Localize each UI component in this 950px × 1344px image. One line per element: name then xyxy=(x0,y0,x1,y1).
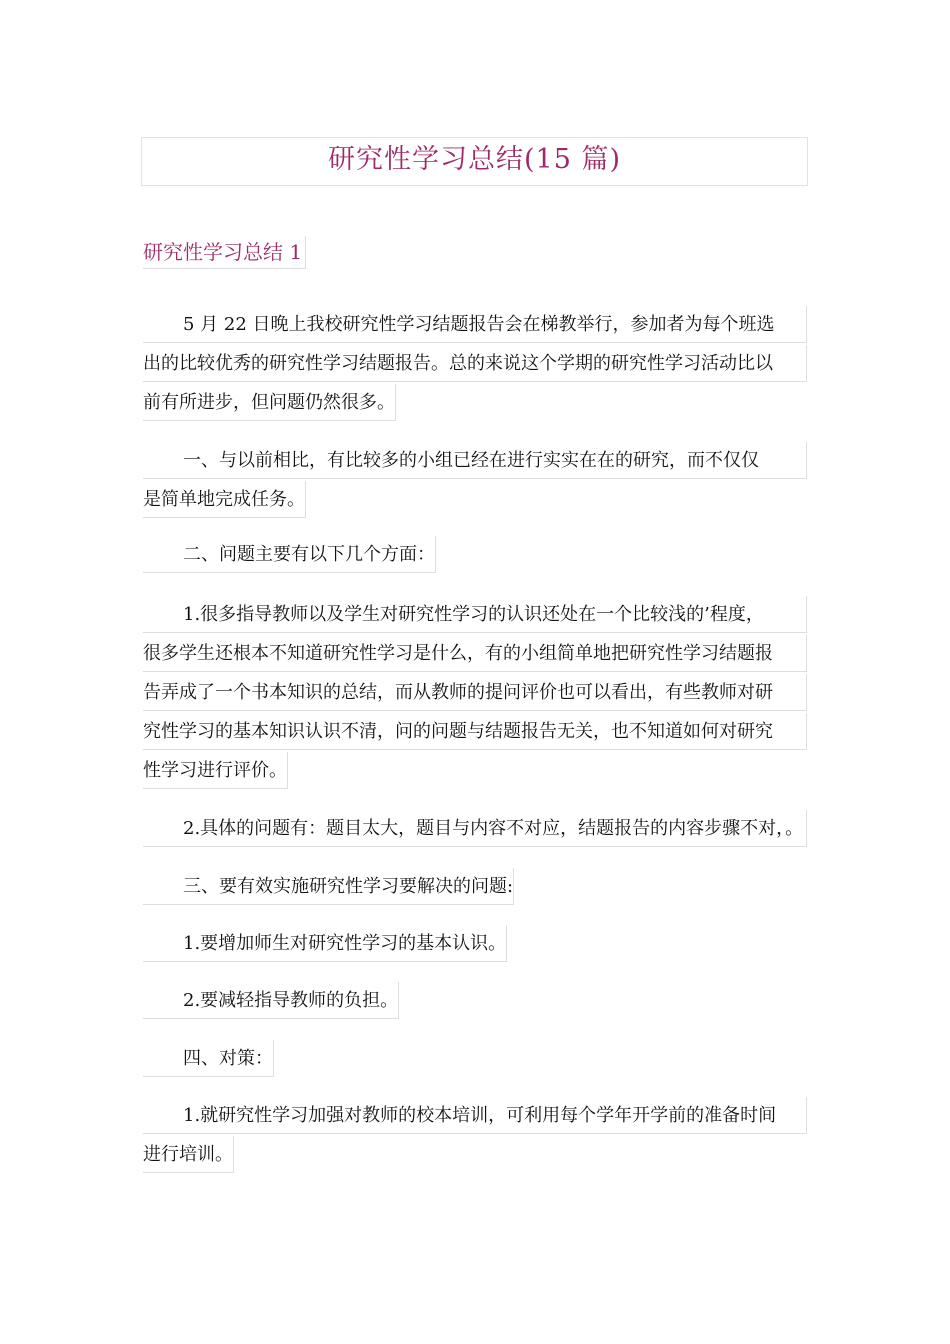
paragraph-2 xyxy=(143,442,807,520)
text-line: 5 月 22 日晚上我校研究性学习结题报告会在梯教举行，参加者为每个班选 xyxy=(143,306,807,343)
paragraph-line xyxy=(143,536,807,575)
text-line: 一、与以前相比，有比较多的小组已经在进行实实在在的研究，而不仅仅 xyxy=(143,442,807,479)
paragraph-line xyxy=(143,925,807,964)
text-line: 1.就研究性学习加强对教师的校本培训，可利用每个学年开学前的准备时间 xyxy=(143,1097,807,1134)
paragraph-5 xyxy=(143,810,807,849)
paragraph-line xyxy=(143,752,807,791)
paragraph-line xyxy=(143,635,807,674)
text-line: 是简单地完成任务。 xyxy=(143,481,306,518)
text-line: 二、问题主要有以下几个方面： xyxy=(143,536,436,573)
paragraph-line xyxy=(143,345,807,384)
text-line: 2.具体的问题有：题目太大，题目与内容不对应，结题报告的内容步骤不对，。 xyxy=(143,810,807,847)
paragraph-8 xyxy=(143,982,807,1021)
text-line: 1.要增加师生对研究性学习的基本认识。 xyxy=(143,925,507,962)
paragraph-1 xyxy=(143,306,807,423)
text-line: 四、对策： xyxy=(143,1040,274,1077)
paragraph-line xyxy=(143,596,807,635)
paragraph-line xyxy=(143,1097,807,1136)
paragraph-line xyxy=(143,674,807,713)
document-title: 研究性学习总结(15 篇) xyxy=(327,144,621,175)
paragraph-4 xyxy=(143,596,807,791)
paragraph-line xyxy=(143,868,807,907)
paragraph-line xyxy=(143,481,807,520)
text-line: 三、要有效实施研究性学习要解决的问题: xyxy=(143,868,514,905)
text-line: 前有所进步，但问题仍然很多。 xyxy=(143,384,396,421)
paragraph-line xyxy=(143,810,807,849)
text-line: 究性学习的基本知识认识不清，问的问题与结题报告无关，也不知道如何对研究 xyxy=(143,713,807,750)
paragraph-line xyxy=(143,442,807,481)
text-line: 告弄成了一个书本知识的总结，而从教师的提问评价也可以看出，有些教师对研 xyxy=(143,674,807,711)
text-line: 很多学生还根本不知道研究性学习是什么，有的小组简单地把研究性学习结题报 xyxy=(143,635,807,672)
paragraph-6 xyxy=(143,868,807,907)
text-line: 1.很多指导教师以及学生对研究性学习的认识还处在一个比较浅的’程度， xyxy=(143,596,807,633)
text-line: 出的比较优秀的研究性学习结题报告。总的来说这个学期的研究性学习活动比以 xyxy=(143,345,807,382)
document-title-box xyxy=(141,137,808,186)
paragraph-line xyxy=(143,982,807,1021)
paragraph-line xyxy=(143,1136,807,1175)
text-line: 进行培训。 xyxy=(143,1136,234,1173)
section-heading: 研究性学习总结 1 xyxy=(143,236,306,269)
paragraph-line xyxy=(143,306,807,345)
paragraph-line xyxy=(143,384,807,423)
paragraph-7 xyxy=(143,925,807,964)
paragraph-line xyxy=(143,713,807,752)
paragraph-10 xyxy=(143,1097,807,1175)
paragraph-3 xyxy=(143,536,807,575)
text-line: 2.要减轻指导教师的负担。 xyxy=(143,982,399,1019)
paragraph-line xyxy=(143,1040,807,1079)
text-line: 性学习进行评价。 xyxy=(143,752,288,789)
paragraph-9 xyxy=(143,1040,807,1079)
